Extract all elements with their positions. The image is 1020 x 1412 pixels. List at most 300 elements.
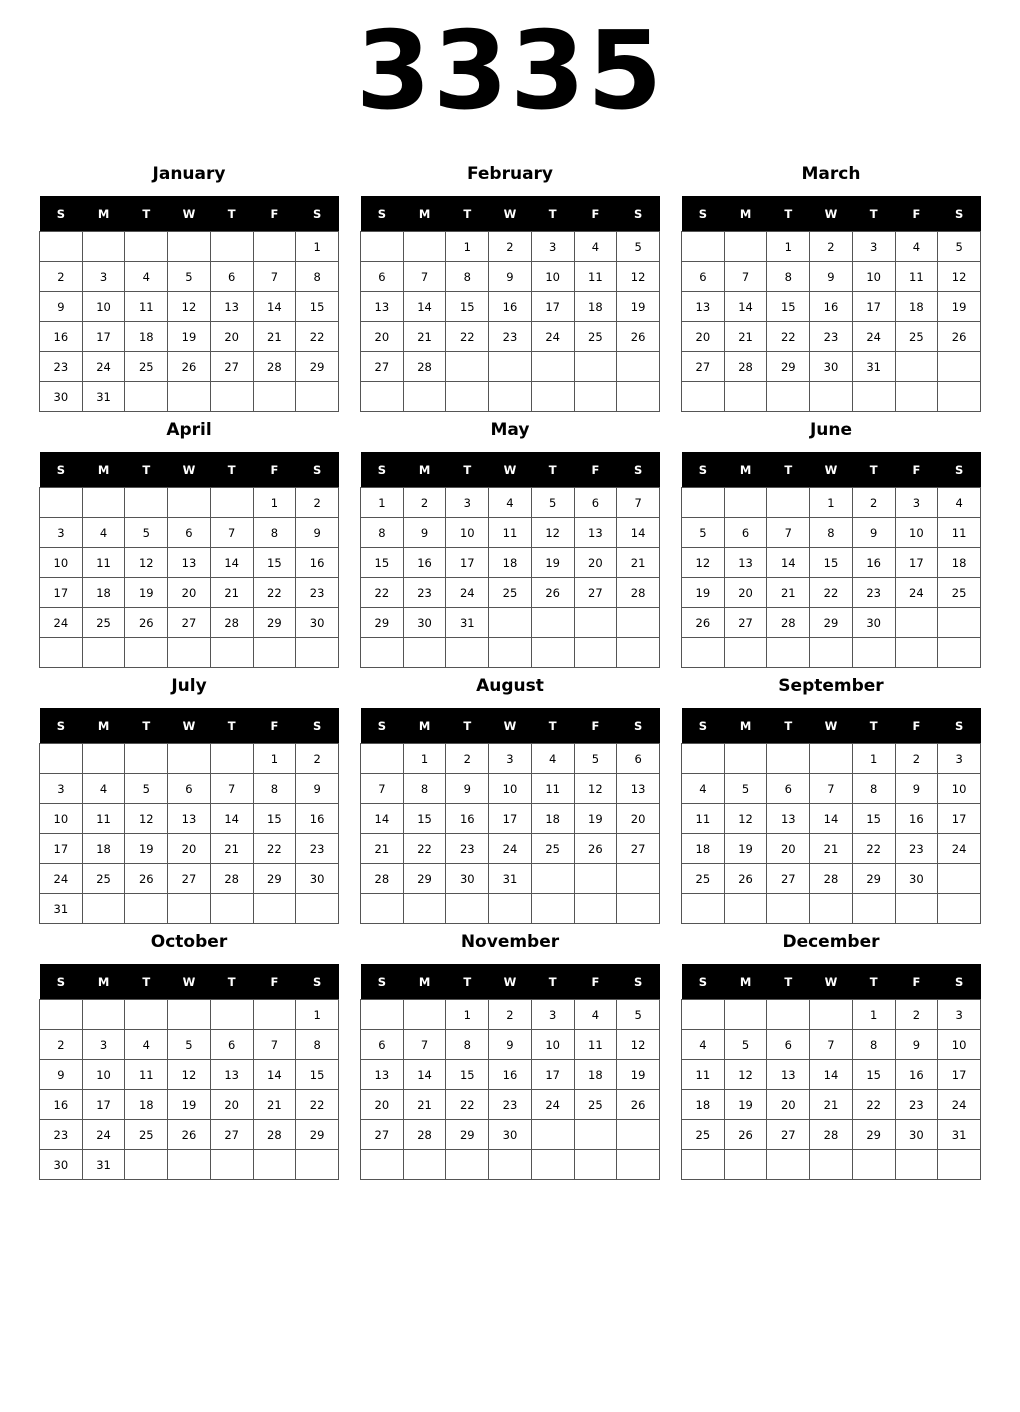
day-cell[interactable]: 14 [361,804,404,834]
day-cell[interactable]: 3 [895,488,938,518]
day-cell[interactable]: 18 [125,322,168,352]
day-cell[interactable]: 11 [531,774,574,804]
day-cell[interactable]: 17 [82,1090,125,1120]
day-cell[interactable]: 1 [361,488,404,518]
day-cell[interactable]: 18 [574,292,617,322]
day-cell[interactable]: 9 [296,774,339,804]
day-cell[interactable]: 16 [40,322,83,352]
day-cell[interactable]: 29 [852,864,895,894]
day-cell[interactable]: 13 [210,292,253,322]
day-cell[interactable]: 17 [531,292,574,322]
day-cell[interactable]: 14 [403,292,446,322]
day-cell[interactable]: 5 [682,518,725,548]
day-cell[interactable]: 2 [895,744,938,774]
day-cell[interactable]: 15 [767,292,810,322]
day-cell[interactable]: 2 [852,488,895,518]
day-cell[interactable]: 1 [810,488,853,518]
day-cell[interactable]: 6 [682,262,725,292]
day-cell[interactable]: 25 [125,352,168,382]
day-cell[interactable]: 30 [895,864,938,894]
day-cell[interactable]: 12 [125,548,168,578]
day-cell[interactable]: 20 [168,834,211,864]
day-cell[interactable]: 10 [938,774,981,804]
day-cell[interactable]: 29 [296,1120,339,1150]
day-cell[interactable]: 22 [361,578,404,608]
day-cell[interactable]: 7 [210,518,253,548]
day-cell[interactable]: 6 [168,518,211,548]
day-cell[interactable]: 19 [682,578,725,608]
day-cell[interactable]: 12 [168,292,211,322]
day-cell[interactable]: 15 [446,292,489,322]
day-cell[interactable]: 5 [531,488,574,518]
day-cell[interactable]: 1 [852,744,895,774]
day-cell[interactable]: 11 [574,1030,617,1060]
day-cell[interactable]: 24 [895,578,938,608]
day-cell[interactable]: 24 [938,834,981,864]
day-cell[interactable]: 18 [82,578,125,608]
day-cell[interactable]: 22 [810,578,853,608]
day-cell[interactable]: 20 [767,1090,810,1120]
day-cell[interactable]: 9 [489,1030,532,1060]
day-cell[interactable]: 18 [574,1060,617,1090]
day-cell[interactable]: 22 [296,1090,339,1120]
day-cell[interactable]: 28 [767,608,810,638]
day-cell[interactable]: 9 [810,262,853,292]
day-cell[interactable]: 19 [574,804,617,834]
day-cell[interactable]: 4 [574,232,617,262]
day-cell[interactable]: 19 [125,578,168,608]
day-cell[interactable]: 30 [810,352,853,382]
day-cell[interactable]: 25 [895,322,938,352]
day-cell[interactable]: 18 [682,1090,725,1120]
day-cell[interactable]: 7 [810,774,853,804]
day-cell[interactable]: 8 [296,1030,339,1060]
day-cell[interactable]: 25 [682,1120,725,1150]
day-cell[interactable]: 23 [895,834,938,864]
day-cell[interactable]: 13 [682,292,725,322]
day-cell[interactable]: 1 [253,488,296,518]
day-cell[interactable]: 7 [253,262,296,292]
day-cell[interactable]: 27 [617,834,660,864]
day-cell[interactable]: 1 [446,1000,489,1030]
day-cell[interactable]: 21 [403,1090,446,1120]
day-cell[interactable]: 31 [938,1120,981,1150]
day-cell[interactable]: 18 [895,292,938,322]
day-cell[interactable]: 2 [810,232,853,262]
day-cell[interactable]: 17 [531,1060,574,1090]
day-cell[interactable]: 16 [296,548,339,578]
day-cell[interactable]: 22 [446,1090,489,1120]
day-cell[interactable]: 23 [810,322,853,352]
day-cell[interactable]: 10 [531,1030,574,1060]
day-cell[interactable]: 21 [253,322,296,352]
day-cell[interactable]: 4 [82,774,125,804]
day-cell[interactable]: 23 [489,1090,532,1120]
day-cell[interactable]: 27 [361,352,404,382]
day-cell[interactable]: 10 [82,1060,125,1090]
day-cell[interactable]: 30 [895,1120,938,1150]
day-cell[interactable]: 19 [531,548,574,578]
day-cell[interactable]: 12 [168,1060,211,1090]
day-cell[interactable]: 27 [724,608,767,638]
day-cell[interactable]: 14 [724,292,767,322]
day-cell[interactable]: 24 [40,608,83,638]
day-cell[interactable]: 1 [253,744,296,774]
day-cell[interactable]: 25 [574,322,617,352]
day-cell[interactable]: 8 [253,774,296,804]
day-cell[interactable]: 17 [852,292,895,322]
day-cell[interactable]: 23 [40,352,83,382]
day-cell[interactable]: 23 [852,578,895,608]
day-cell[interactable]: 15 [852,1060,895,1090]
day-cell[interactable]: 21 [253,1090,296,1120]
day-cell[interactable]: 9 [852,518,895,548]
day-cell[interactable]: 21 [210,578,253,608]
day-cell[interactable]: 10 [852,262,895,292]
day-cell[interactable]: 29 [253,608,296,638]
day-cell[interactable]: 3 [40,774,83,804]
day-cell[interactable]: 30 [40,1150,83,1180]
day-cell[interactable]: 10 [40,548,83,578]
day-cell[interactable]: 24 [938,1090,981,1120]
day-cell[interactable]: 25 [489,578,532,608]
day-cell[interactable]: 28 [810,864,853,894]
day-cell[interactable]: 14 [253,1060,296,1090]
day-cell[interactable]: 18 [938,548,981,578]
day-cell[interactable]: 20 [361,322,404,352]
day-cell[interactable]: 11 [682,1060,725,1090]
day-cell[interactable]: 23 [895,1090,938,1120]
day-cell[interactable]: 14 [253,292,296,322]
day-cell[interactable]: 4 [682,774,725,804]
day-cell[interactable]: 30 [40,382,83,412]
day-cell[interactable]: 15 [403,804,446,834]
day-cell[interactable]: 6 [361,262,404,292]
day-cell[interactable]: 25 [82,864,125,894]
day-cell[interactable]: 6 [574,488,617,518]
day-cell[interactable]: 26 [531,578,574,608]
day-cell[interactable]: 28 [361,864,404,894]
day-cell[interactable]: 8 [810,518,853,548]
day-cell[interactable]: 10 [82,292,125,322]
day-cell[interactable]: 14 [810,1060,853,1090]
day-cell[interactable]: 11 [82,548,125,578]
day-cell[interactable]: 2 [403,488,446,518]
day-cell[interactable]: 23 [403,578,446,608]
day-cell[interactable]: 15 [296,292,339,322]
day-cell[interactable]: 12 [125,804,168,834]
day-cell[interactable]: 8 [403,774,446,804]
day-cell[interactable]: 26 [724,1120,767,1150]
day-cell[interactable]: 20 [617,804,660,834]
day-cell[interactable]: 19 [724,1090,767,1120]
day-cell[interactable]: 28 [253,1120,296,1150]
day-cell[interactable]: 22 [852,834,895,864]
day-cell[interactable]: 19 [724,834,767,864]
day-cell[interactable]: 24 [446,578,489,608]
day-cell[interactable]: 20 [210,322,253,352]
day-cell[interactable]: 23 [296,834,339,864]
day-cell[interactable]: 26 [938,322,981,352]
day-cell[interactable]: 4 [938,488,981,518]
day-cell[interactable]: 30 [852,608,895,638]
day-cell[interactable]: 25 [574,1090,617,1120]
day-cell[interactable]: 21 [361,834,404,864]
day-cell[interactable]: 29 [446,1120,489,1150]
day-cell[interactable]: 7 [403,1030,446,1060]
day-cell[interactable]: 17 [938,804,981,834]
day-cell[interactable]: 11 [489,518,532,548]
day-cell[interactable]: 14 [210,548,253,578]
day-cell[interactable]: 7 [253,1030,296,1060]
day-cell[interactable]: 29 [810,608,853,638]
day-cell[interactable]: 22 [253,578,296,608]
day-cell[interactable]: 3 [489,744,532,774]
day-cell[interactable]: 25 [82,608,125,638]
day-cell[interactable]: 27 [210,352,253,382]
day-cell[interactable]: 20 [210,1090,253,1120]
day-cell[interactable]: 15 [253,804,296,834]
day-cell[interactable]: 16 [489,1060,532,1090]
day-cell[interactable]: 6 [617,744,660,774]
day-cell[interactable]: 14 [617,518,660,548]
day-cell[interactable]: 15 [296,1060,339,1090]
day-cell[interactable]: 13 [724,548,767,578]
day-cell[interactable]: 11 [938,518,981,548]
day-cell[interactable]: 7 [403,262,446,292]
day-cell[interactable]: 2 [296,744,339,774]
day-cell[interactable]: 23 [40,1120,83,1150]
day-cell[interactable]: 24 [852,322,895,352]
day-cell[interactable]: 22 [446,322,489,352]
day-cell[interactable]: 1 [446,232,489,262]
day-cell[interactable]: 3 [82,262,125,292]
day-cell[interactable]: 15 [810,548,853,578]
day-cell[interactable]: 10 [895,518,938,548]
day-cell[interactable]: 14 [767,548,810,578]
day-cell[interactable]: 12 [938,262,981,292]
day-cell[interactable]: 5 [125,774,168,804]
day-cell[interactable]: 17 [938,1060,981,1090]
day-cell[interactable]: 26 [617,322,660,352]
day-cell[interactable]: 16 [296,804,339,834]
day-cell[interactable]: 26 [168,352,211,382]
day-cell[interactable]: 4 [682,1030,725,1060]
day-cell[interactable]: 14 [210,804,253,834]
day-cell[interactable]: 12 [531,518,574,548]
day-cell[interactable]: 6 [210,262,253,292]
day-cell[interactable]: 14 [403,1060,446,1090]
day-cell[interactable]: 22 [767,322,810,352]
day-cell[interactable]: 17 [489,804,532,834]
day-cell[interactable]: 4 [125,262,168,292]
day-cell[interactable]: 27 [767,864,810,894]
day-cell[interactable]: 24 [40,864,83,894]
day-cell[interactable]: 27 [574,578,617,608]
day-cell[interactable]: 17 [82,322,125,352]
day-cell[interactable]: 13 [210,1060,253,1090]
day-cell[interactable]: 6 [724,518,767,548]
day-cell[interactable]: 23 [446,834,489,864]
day-cell[interactable]: 31 [82,382,125,412]
day-cell[interactable]: 16 [403,548,446,578]
day-cell[interactable]: 27 [361,1120,404,1150]
day-cell[interactable]: 29 [253,864,296,894]
day-cell[interactable]: 21 [810,834,853,864]
day-cell[interactable]: 21 [403,322,446,352]
day-cell[interactable]: 25 [531,834,574,864]
day-cell[interactable]: 7 [210,774,253,804]
day-cell[interactable]: 5 [724,774,767,804]
day-cell[interactable]: 11 [682,804,725,834]
day-cell[interactable]: 26 [724,864,767,894]
day-cell[interactable]: 13 [361,1060,404,1090]
day-cell[interactable]: 15 [852,804,895,834]
day-cell[interactable]: 13 [574,518,617,548]
day-cell[interactable]: 12 [724,1060,767,1090]
day-cell[interactable]: 25 [938,578,981,608]
day-cell[interactable]: 28 [403,352,446,382]
day-cell[interactable]: 20 [361,1090,404,1120]
day-cell[interactable]: 20 [168,578,211,608]
day-cell[interactable]: 24 [489,834,532,864]
day-cell[interactable]: 3 [446,488,489,518]
day-cell[interactable]: 8 [852,774,895,804]
day-cell[interactable]: 21 [767,578,810,608]
day-cell[interactable]: 18 [531,804,574,834]
day-cell[interactable]: 19 [168,322,211,352]
day-cell[interactable]: 27 [767,1120,810,1150]
day-cell[interactable]: 20 [724,578,767,608]
day-cell[interactable]: 2 [40,262,83,292]
day-cell[interactable]: 13 [767,1060,810,1090]
day-cell[interactable]: 7 [767,518,810,548]
day-cell[interactable]: 3 [82,1030,125,1060]
day-cell[interactable]: 15 [446,1060,489,1090]
day-cell[interactable]: 20 [767,834,810,864]
day-cell[interactable]: 12 [682,548,725,578]
day-cell[interactable]: 10 [938,1030,981,1060]
day-cell[interactable]: 4 [895,232,938,262]
day-cell[interactable]: 30 [403,608,446,638]
day-cell[interactable]: 17 [446,548,489,578]
day-cell[interactable]: 13 [168,804,211,834]
day-cell[interactable]: 6 [767,1030,810,1060]
day-cell[interactable]: 16 [895,804,938,834]
day-cell[interactable]: 3 [40,518,83,548]
day-cell[interactable]: 21 [210,834,253,864]
day-cell[interactable]: 29 [767,352,810,382]
day-cell[interactable]: 9 [40,292,83,322]
day-cell[interactable]: 19 [938,292,981,322]
day-cell[interactable]: 11 [125,292,168,322]
day-cell[interactable]: 10 [40,804,83,834]
day-cell[interactable]: 28 [403,1120,446,1150]
day-cell[interactable]: 17 [40,834,83,864]
day-cell[interactable]: 28 [210,864,253,894]
day-cell[interactable]: 11 [125,1060,168,1090]
day-cell[interactable]: 31 [852,352,895,382]
day-cell[interactable]: 28 [724,352,767,382]
day-cell[interactable]: 1 [403,744,446,774]
day-cell[interactable]: 8 [361,518,404,548]
day-cell[interactable]: 24 [82,352,125,382]
day-cell[interactable]: 6 [361,1030,404,1060]
day-cell[interactable]: 26 [168,1120,211,1150]
day-cell[interactable]: 27 [682,352,725,382]
day-cell[interactable]: 7 [361,774,404,804]
day-cell[interactable]: 7 [810,1030,853,1060]
day-cell[interactable]: 30 [296,608,339,638]
day-cell[interactable]: 2 [895,1000,938,1030]
day-cell[interactable]: 29 [403,864,446,894]
day-cell[interactable]: 4 [489,488,532,518]
day-cell[interactable]: 3 [531,232,574,262]
day-cell[interactable]: 15 [253,548,296,578]
day-cell[interactable]: 18 [489,548,532,578]
day-cell[interactable]: 18 [125,1090,168,1120]
day-cell[interactable]: 11 [574,262,617,292]
day-cell[interactable]: 13 [767,804,810,834]
day-cell[interactable]: 25 [682,864,725,894]
day-cell[interactable]: 22 [296,322,339,352]
day-cell[interactable]: 5 [574,744,617,774]
day-cell[interactable]: 26 [574,834,617,864]
day-cell[interactable]: 19 [617,1060,660,1090]
day-cell[interactable]: 17 [40,578,83,608]
day-cell[interactable]: 7 [617,488,660,518]
day-cell[interactable]: 9 [895,774,938,804]
day-cell[interactable]: 1 [852,1000,895,1030]
day-cell[interactable]: 16 [40,1090,83,1120]
day-cell[interactable]: 2 [296,488,339,518]
day-cell[interactable]: 27 [168,864,211,894]
day-cell[interactable]: 17 [895,548,938,578]
day-cell[interactable]: 5 [168,1030,211,1060]
day-cell[interactable]: 20 [574,548,617,578]
day-cell[interactable]: 12 [724,804,767,834]
day-cell[interactable]: 12 [574,774,617,804]
day-cell[interactable]: 25 [125,1120,168,1150]
day-cell[interactable]: 2 [489,1000,532,1030]
day-cell[interactable]: 2 [40,1030,83,1060]
day-cell[interactable]: 9 [895,1030,938,1060]
day-cell[interactable]: 8 [446,262,489,292]
day-cell[interactable]: 5 [617,232,660,262]
day-cell[interactable]: 21 [724,322,767,352]
day-cell[interactable]: 8 [446,1030,489,1060]
day-cell[interactable]: 23 [296,578,339,608]
day-cell[interactable]: 30 [489,1120,532,1150]
day-cell[interactable]: 11 [82,804,125,834]
day-cell[interactable]: 10 [489,774,532,804]
day-cell[interactable]: 10 [446,518,489,548]
day-cell[interactable]: 6 [767,774,810,804]
day-cell[interactable]: 23 [489,322,532,352]
day-cell[interactable]: 8 [253,518,296,548]
day-cell[interactable]: 5 [724,1030,767,1060]
day-cell[interactable]: 9 [403,518,446,548]
day-cell[interactable]: 16 [895,1060,938,1090]
day-cell[interactable]: 8 [767,262,810,292]
day-cell[interactable]: 18 [82,834,125,864]
day-cell[interactable]: 19 [125,834,168,864]
day-cell[interactable]: 16 [810,292,853,322]
day-cell[interactable]: 16 [489,292,532,322]
day-cell[interactable]: 24 [531,1090,574,1120]
day-cell[interactable]: 13 [617,774,660,804]
day-cell[interactable]: 30 [296,864,339,894]
